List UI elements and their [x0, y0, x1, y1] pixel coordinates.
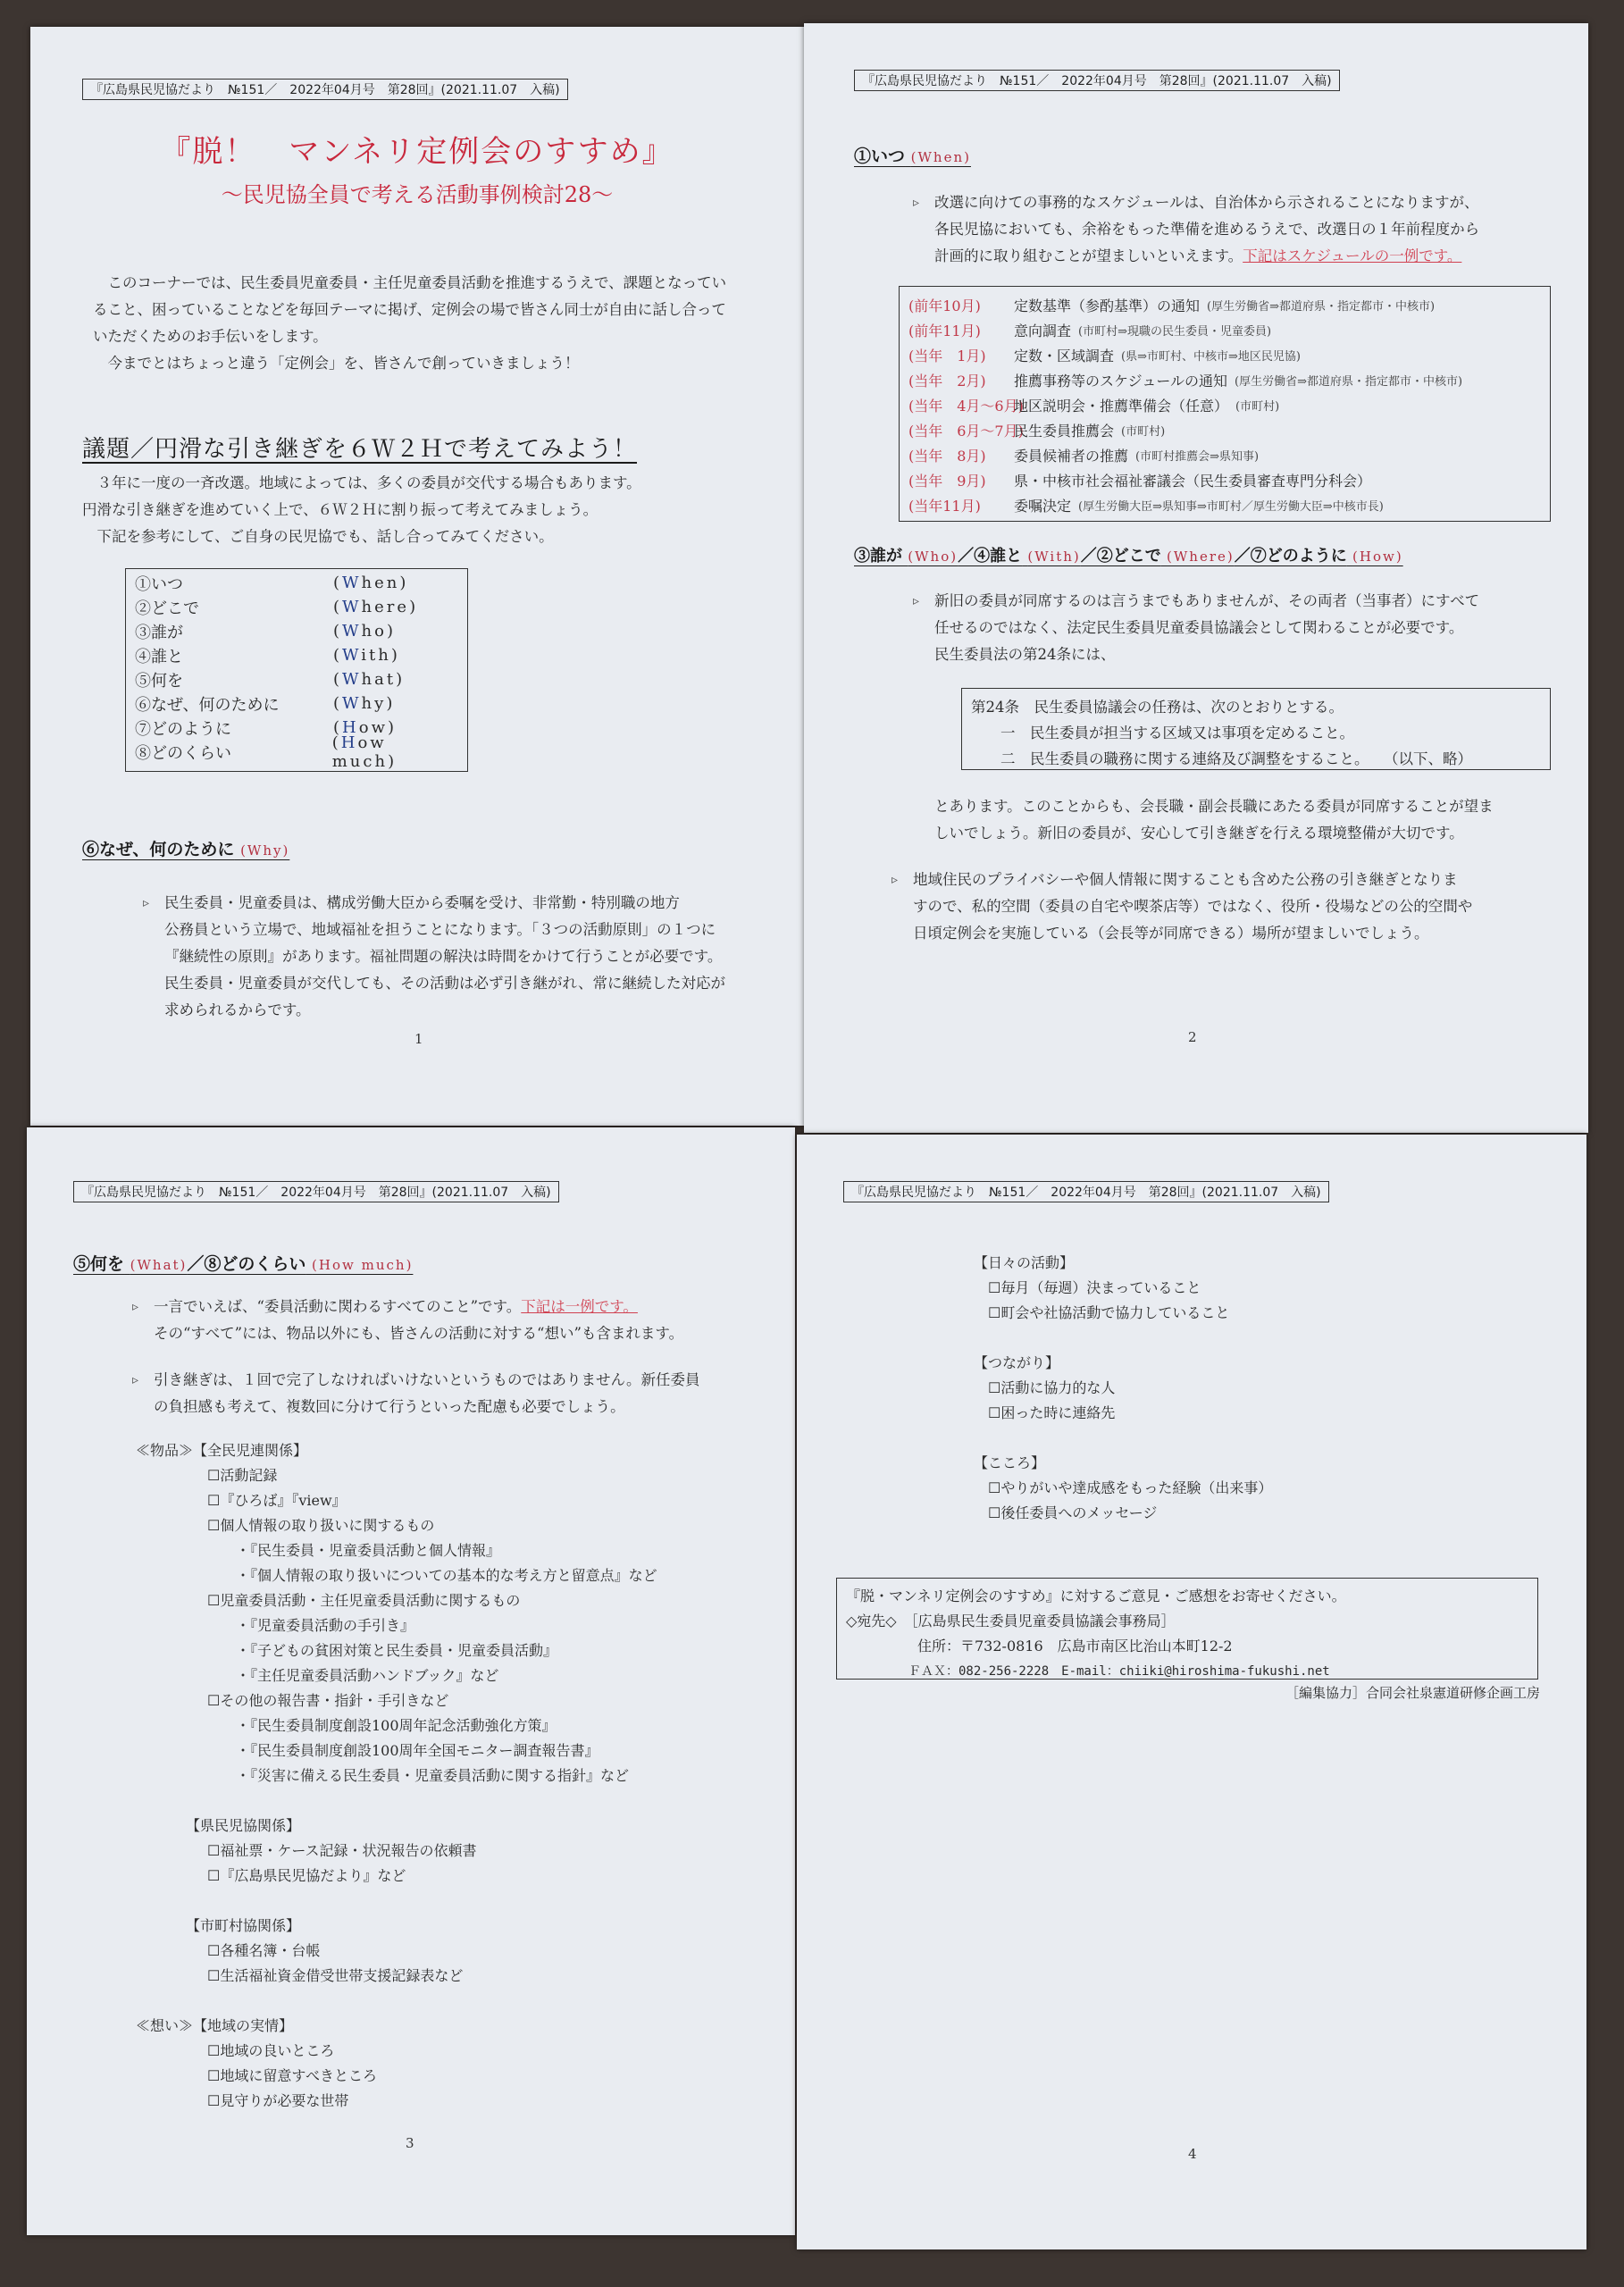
why-line: 民生委員・児童委員が交代しても、その活動は必ず引き継がれ、常に継続した対応が	[164, 975, 725, 992]
checklist-item: ≪物品≫【全民児連関係】	[136, 1442, 308, 1459]
page-header: 『広島県民児協だより №151／ 2022年04月号 第28回』(2021.11.07 入稿)	[73, 1181, 559, 1202]
triangle-bullet-icon: ▹	[132, 1373, 139, 1387]
contact-line: 『脱・マンネリ定例会のすすめ』に対するご意見・ご感想をお寄せください。	[846, 1587, 1346, 1604]
editorial-credit: ［編集協力］合同会社泉憲道研修企画工房	[1285, 1685, 1540, 1701]
why-paragraph	[143, 890, 790, 1024]
schedule-row: (前年10月) 定数基準（参酌基準）の通知 (厚生労働省⇒都道府県・指定都市・中核市)	[908, 297, 1436, 314]
triangle-bullet-icon: ▹	[143, 896, 150, 910]
6w2h-row	[135, 619, 458, 643]
checklist-item	[136, 1889, 657, 1914]
checklist-item: ☐困った時に連絡先	[974, 1404, 1116, 1421]
w-jp: ④誰と	[135, 647, 183, 666]
agenda-line: 下記を参考にして、ご自身の民児協でも、話し合ってみてください。	[82, 528, 554, 545]
subtitle: ～民児協全員で考える活動事例検討28～	[221, 182, 614, 207]
when-paragraph	[913, 189, 1578, 270]
w-en: (What)	[333, 670, 406, 689]
w-en: (Where)	[333, 598, 419, 616]
page-header: 『広島県民児協だより №151／ 2022年04月号 第28回』(2021.11.07 入稿)	[843, 1181, 1329, 1202]
why-line: 『継続性の原則』があります。福祉問題の解決は時間をかけて行うことが必要です。	[164, 948, 723, 965]
section-why-heading: ⑥なぜ、何のために (Why)	[82, 840, 290, 859]
checklist-item	[136, 1789, 657, 1814]
w-en: (With)	[333, 646, 400, 665]
triangle-bullet-icon: ▹	[132, 1300, 139, 1314]
w-jp: ⑦どのように	[135, 719, 231, 739]
section-what-heading: ⑤何を (What)／⑧どのくらい (How much)	[73, 1254, 414, 1274]
triangle-bullet-icon: ▹	[913, 594, 920, 608]
when-line: 改選に向けての事務的なスケジュールは、自治体から示されることになりますが、	[934, 194, 1479, 211]
section-who-heading: ③誰が (Who)／④誰と (With)／②どこで (Where)／⑦どのように (How)	[854, 547, 1403, 565]
checklist-item: ☐生活福祉資金借受世帯支援記録表など	[136, 1967, 464, 1984]
checklist-item: ☐活動記録	[136, 1467, 278, 1484]
contact-line: 住所：〒732-0816 広島市南区比治山本町12-2	[846, 1638, 1233, 1655]
when-line: 計画的に取り組むことが望ましいといえます。下記はスケジュールの一例です。	[934, 247, 1462, 264]
checklist-item: ☐『ひろば』『view』	[136, 1492, 347, 1509]
checklist-item: 【市町村協関係】	[136, 1917, 301, 1934]
w-jp: ⑧どのくらい	[135, 743, 231, 763]
schedule-row: (当年 1月) 定数・区域調査 (県⇒市町村、中核市⇒地区民児協)	[908, 347, 1301, 364]
who-paragraph	[913, 588, 1578, 668]
handover-line: の負担感も考えて、複数回に分けて行うといった配慮も必要でしょう。	[154, 1398, 625, 1415]
checklist-item: ☐やりがいや達成感をもった経験（出来事）	[974, 1479, 1273, 1496]
checklist-item: ☐活動に協力的な人	[974, 1379, 1116, 1396]
6w2h-row	[135, 571, 458, 595]
intro-line: ること、困っていることなどを毎回テーマに掲げ、定例会の場で皆さん同士が自由に話し合って	[93, 301, 726, 318]
when-line: 各民児協においても、余裕をもった準備を進めるうえで、改選日の１年前程度から	[934, 221, 1480, 238]
checklist-item: ☐後任委員へのメッセージ	[974, 1504, 1158, 1521]
6w2h-row	[135, 595, 458, 619]
schedule-row: (当年 4月～6月) 地区説明会・推薦準備会（任意） (市町村)	[908, 397, 1280, 415]
checklist-item: 【県民児協関係】	[136, 1817, 301, 1834]
schedule-row: (当年 8月) 委員候補者の推薦 (市町村推薦会⇒県知事)	[908, 447, 1260, 465]
checklist-item: ≪想い≫【地域の実情】	[136, 2017, 294, 2034]
who-line: 民生委員法の第24条には、	[934, 646, 1116, 663]
page-number: 4	[1188, 2146, 1197, 2162]
checklist-item: ☐各種名簿・台帳	[136, 1942, 321, 1959]
why-line: 求められるからです。	[164, 1001, 311, 1018]
schedule-row: (前年11月) 意向調査 (市町村⇒現職の民生委員・児童委員)	[908, 322, 1272, 339]
checklist-item: ・『子どもの貧困対策と民生委員・児童委員活動』	[136, 1642, 558, 1659]
intro-line: いただくためのお手伝いをします。	[93, 328, 328, 345]
contact-box	[836, 1578, 1538, 1680]
page-header: 『広島県民児協だより №151／ 2022年04月号 第28回』(2021.11.07 入稿)	[82, 79, 568, 100]
where-line: 日頃定例会を実施している（会長等が同席できる）場所が望ましいでしょう。	[913, 925, 1429, 942]
w-jp: ⑥なぜ、何のために	[135, 695, 280, 715]
why-line: 民生委員・児童委員は、構成労働大臣から委嘱を受け、非常勤・特別職の地方	[164, 894, 680, 911]
schedule-row: (当年 6月～7月) 民生委員推薦会 (市町村)	[908, 422, 1166, 440]
checklist-item: ・『災害に備える民生委員・児童委員活動に関する指針』など	[136, 1767, 630, 1784]
checklist-item: ☐『広島県民児協だより』など	[136, 1867, 406, 1884]
who-paragraph-2	[934, 793, 1578, 847]
handover-line: 引き継ぎは、１回で完了しなければいけないというものではありません。新任委員	[154, 1371, 700, 1388]
agenda-line: ３年に一度の一斉改選。地域によっては、多くの委員が交代する場合もあります。	[82, 474, 641, 491]
checklist-item: 【つながり】	[974, 1354, 1060, 1371]
checklist-item	[974, 1426, 1272, 1451]
checklist-item: ☐福祉票・ケース記録・状況報告の依頼書	[136, 1842, 477, 1859]
where-paragraph	[892, 867, 1578, 947]
section-when-heading: ①いつ (When)	[854, 147, 971, 166]
triangle-bullet-icon: ▹	[892, 873, 899, 887]
schedule-row: (当年 2月) 推薦事務等のスケジュールの通知 (厚生労働省⇒都道府県・指定都市・中核市)	[908, 372, 1463, 390]
schedule-row: (当年11月) 委嘱決定 (厚生労働大臣⇒県知事⇒市町村／厚生労働大臣⇒中核市長)	[908, 497, 1384, 515]
law-line: 第24条 民生委員協議会の任務は、次のとおりとする。	[971, 699, 1344, 716]
6w2h-row	[135, 691, 458, 716]
checklist-item: ☐個人情報の取り扱いに関するもの	[136, 1517, 435, 1534]
checklist-item: ☐地域の良いところ	[136, 2042, 335, 2059]
page-number: 2	[1188, 1029, 1197, 1045]
agenda-line: 円滑な引き継ぎを進めていく上で、６Ｗ２Ｈに割り振って考えてみましょう。	[82, 501, 599, 518]
items-checklist	[136, 1438, 657, 2114]
what-line: その“すべて”には、物品以外にも、皆さんの活動に対する“想い”も含まれます。	[154, 1325, 684, 1342]
contact-fax-email: ＦＡＸ：082-256-2228 E-mail：chiiki@hiroshima-fukushi.net	[846, 1664, 1330, 1679]
page-header: 『広島県民児協だより №151／ 2022年04月号 第28回』(2021.11.07 入稿)	[854, 70, 1340, 91]
law-line: 一 民生委員が担当する区域又は事項を定めること。	[971, 725, 1354, 741]
intro-line: このコーナーでは、民生委員児童委員・主任児童委員活動を推進するうえで、課題となってい	[93, 274, 727, 291]
checklist-item: ☐地域に留意すべきところ	[136, 2067, 378, 2084]
where-line: すので、私的空間（委員の自宅や喫茶店等）ではなく、役所・役場などの公的空間や	[913, 898, 1473, 915]
who-line: とあります。このことからも、会長職・副会長職にあたる委員が同席することが望ま	[934, 798, 1494, 815]
6w2h-row	[135, 643, 458, 667]
checklist-item: ・『民生委員制度創設100周年全国モニター調査報告書』	[136, 1742, 599, 1759]
checklist-item: ・『民生委員・児童委員活動と個人情報』	[136, 1542, 501, 1559]
checklist-item: 【こころ】	[974, 1454, 1046, 1471]
what-paragraph	[132, 1294, 779, 1347]
checklist-item: ・『児童委員活動の手引き』	[136, 1617, 415, 1634]
checklist-item: ☐児童委員活動・主任児童委員活動に関するもの	[136, 1592, 521, 1609]
w-jp: ⑤何を	[135, 671, 183, 691]
checklist-item: ☐毎月（毎週）決まっていること	[974, 1279, 1201, 1296]
why-line: 公務員という立場で、地域福祉を担うことになります。「３つの活動原則」の１つに	[164, 921, 716, 938]
who-line: 任せるのではなく、法定民生委員児童委員協議会として関わることが必要です。	[934, 619, 1464, 636]
intro-text	[93, 270, 790, 377]
6w2h-row	[135, 667, 458, 691]
page-3	[27, 1127, 795, 2235]
checklist-item: ・『個人情報の取り扱いについての基本的な考え方と留意点』など	[136, 1567, 657, 1584]
schedule-example-note: 下記はスケジュールの一例です。	[1243, 247, 1462, 264]
who-line: 新旧の委員が同席するのは言うまでもありませんが、その両者（当事者）にすべて	[934, 592, 1480, 609]
law-article-box	[961, 688, 1551, 770]
w-en: (Who)	[333, 622, 397, 641]
handover-paragraph	[132, 1367, 779, 1420]
6w2h-row	[135, 733, 458, 771]
page-4	[797, 1135, 1586, 2249]
main-title: 『脱！ マンネリ定例会のすすめ』	[160, 134, 674, 170]
checklist-item: ☐その他の報告書・指針・手引きなど	[136, 1692, 449, 1709]
schedule-row: (当年 9月) 県・中核市社会福祉審議会（民生委員審査専門分科会）	[908, 472, 1372, 490]
checklist-item: ・『民生委員制度創設100周年記念活動強化方策』	[136, 1717, 557, 1734]
agenda-heading: 議題／円滑な引き継ぎを６Ｗ２Ｈで考えてみよう！	[82, 436, 638, 463]
intro-line: 今までとはちょっと違う「定例会」を、皆さんで創っていきましょう！	[93, 355, 580, 372]
checklist-item	[974, 1326, 1272, 1351]
checklist-item	[136, 1989, 657, 2014]
example-note: 下記は一例です。	[521, 1298, 638, 1315]
what-line: 一言でいえば、“委員活動に関わるすべてのこと”です。下記は一例です。	[154, 1298, 638, 1315]
6w2h-table	[125, 568, 468, 772]
checklist-item: ・『主任児童委員活動ハンドブック』など	[136, 1667, 499, 1684]
triangle-bullet-icon: ▹	[913, 196, 920, 210]
w-jp: ①いつ	[135, 574, 183, 594]
agenda-text	[82, 470, 788, 550]
w-en: (Why)	[333, 694, 396, 713]
page-number: 3	[406, 2135, 414, 2151]
w-jp: ③誰が	[135, 623, 183, 642]
who-line: しいでしょう。新旧の委員が、安心して引き継ぎを行える環境整備が大切です。	[934, 825, 1464, 842]
schedule-box	[899, 286, 1551, 522]
feelings-checklist	[974, 1251, 1272, 1526]
w-en: (How)	[333, 718, 398, 737]
w-en: (How much)	[331, 733, 398, 771]
w-jp: ②どこで	[135, 599, 199, 618]
checklist-item: ☐町会や社協活動で協力していること	[974, 1304, 1230, 1321]
checklist-item: ☐見守りが必要な世帯	[136, 2092, 349, 2109]
contact-line: ◇宛先◇ ［広島県民生委員児童委員協議会事務局］	[846, 1613, 1176, 1629]
where-line: 地域住民のプライバシーや個人情報に関することも含めた公務の引き継ぎとなりま	[913, 871, 1458, 888]
page-number: 1	[414, 1031, 423, 1047]
w-en: (When)	[333, 574, 409, 592]
law-line: 二 民生委員の職務に関する連絡及び調整をすること。 （以下、略）	[971, 750, 1472, 767]
checklist-item: 【日々の活動】	[974, 1254, 1075, 1271]
page-1	[30, 27, 804, 1126]
page-2	[804, 23, 1588, 1133]
